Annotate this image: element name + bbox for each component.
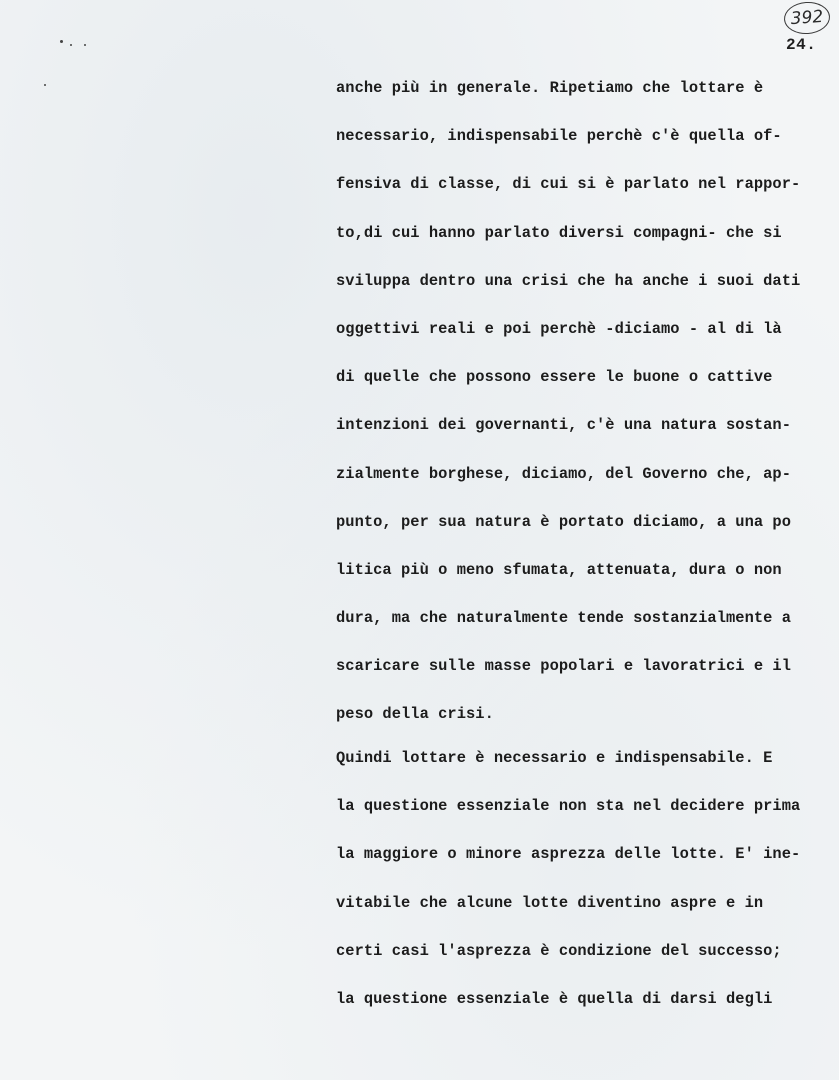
text-line: Quindi lottare è necessario e indispensabile. E xyxy=(336,748,773,767)
text-line: necessario, indispensabile perchè c'è quella of- xyxy=(336,127,782,146)
text-line: dura, ma che naturalmente tende sostanzialmente a xyxy=(336,609,792,628)
text-line: intenzioni dei governanti, c'è una natura sostan- xyxy=(336,416,792,435)
typewritten-text xyxy=(336,74,836,1033)
text-line: la questione essenziale non sta nel decidere prima xyxy=(336,797,801,816)
ink-speck xyxy=(70,44,72,46)
text-line: scaricare sulle masse popolari e lavoratrici e il xyxy=(336,657,792,676)
text-line: la questione essenziale è quella di darsi degli xyxy=(336,989,773,1008)
text-line: punto, per sua natura è portato diciamo, a una po xyxy=(336,512,792,531)
text-line: anche più in generale. Ripetiamo che lottare è xyxy=(336,79,764,97)
ink-speck xyxy=(84,44,86,46)
text-line: zialmente borghese, diciamo, del Governo che, ap- xyxy=(336,464,792,483)
ink-speck xyxy=(60,40,63,43)
text-line: oggettivi reali e poi perchè -diciamo - al di là xyxy=(336,319,782,338)
text-line: vitabile che alcune lotte diventino aspre e in xyxy=(336,893,764,912)
archive-stamp: 392 xyxy=(783,0,831,35)
text-line: fensiva di classe, di cui si è parlato nel rappor- xyxy=(336,175,801,194)
text-line: la maggiore o minore asprezza delle lotte. E' ine- xyxy=(336,845,801,864)
text-line: di quelle che possono essere le buone o cattive xyxy=(336,368,773,387)
text-line: to,di cui hanno parlato diversi compagni- che si xyxy=(336,223,782,242)
page-number: 24. xyxy=(786,36,817,54)
text-line: peso della crisi. xyxy=(336,705,494,724)
text-line: litica più o meno sfumata, attenuata, dura o non xyxy=(336,560,782,579)
text-line: certi casi l'asprezza è condizione del successo; xyxy=(336,941,782,960)
text-line: sviluppa dentro una crisi che ha anche i suoi dati xyxy=(336,271,801,290)
ink-speck xyxy=(44,84,46,86)
